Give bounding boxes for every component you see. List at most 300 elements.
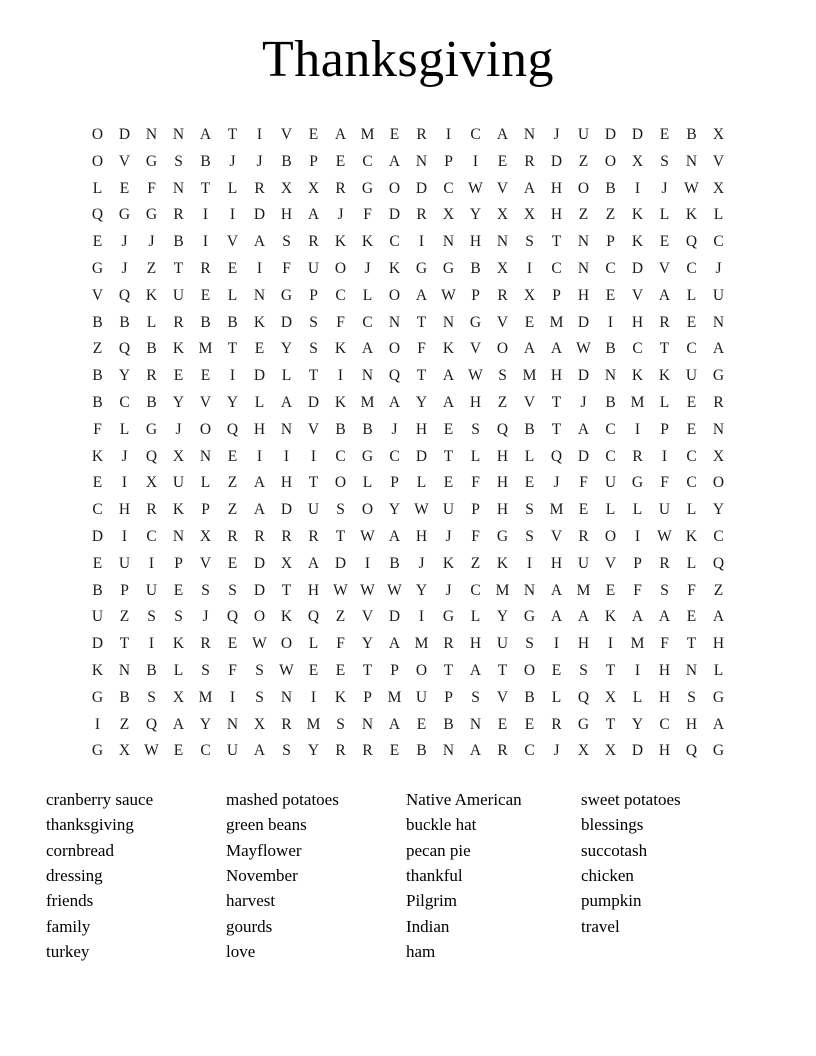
letter-cell[interactable]: Y — [199, 715, 212, 733]
letter-cell[interactable]: H — [658, 661, 671, 679]
letter-cell[interactable]: B — [605, 179, 616, 197]
word-list-item[interactable]: cranberry sauce — [46, 790, 154, 810]
letter-cell[interactable]: I — [661, 447, 668, 465]
letter-cell[interactable]: A — [496, 126, 509, 143]
letter-cell[interactable]: H — [415, 527, 428, 545]
letter-cell[interactable]: R — [551, 715, 562, 733]
letter-cell[interactable]: R — [335, 742, 346, 760]
letter-cell[interactable]: Q — [118, 340, 131, 358]
letter-cell[interactable]: U — [307, 259, 320, 277]
letter-cell[interactable]: X — [253, 715, 266, 733]
letter-cell[interactable]: R — [659, 554, 670, 572]
letter-cell[interactable]: C — [92, 501, 103, 519]
letter-cell[interactable]: K — [172, 501, 185, 519]
letter-cell[interactable]: S — [201, 581, 210, 599]
letter-cell[interactable]: L — [632, 688, 643, 706]
letter-cell[interactable]: C — [146, 527, 157, 545]
letter-cell[interactable]: L — [308, 635, 319, 653]
letter-cell[interactable]: R — [578, 527, 589, 545]
word-list-item[interactable]: harvest — [226, 891, 276, 911]
letter-cell[interactable]: A — [469, 661, 482, 679]
letter-cell[interactable]: R — [497, 742, 508, 760]
word-list-item[interactable]: pumpkin — [581, 891, 642, 911]
letter-cell[interactable]: C — [659, 715, 670, 733]
letter-cell[interactable]: S — [498, 367, 507, 385]
letter-cell[interactable]: I — [607, 313, 614, 331]
letter-cell[interactable]: K — [361, 233, 374, 251]
letter-cell[interactable]: Q — [550, 447, 563, 465]
letter-cell[interactable]: E — [119, 179, 130, 197]
letter-cell[interactable]: J — [364, 259, 371, 277]
letter-cell[interactable]: U — [658, 501, 671, 519]
letter-cell[interactable]: F — [660, 474, 669, 492]
letter-cell[interactable]: J — [553, 126, 560, 143]
letter-cell[interactable]: A — [388, 393, 401, 411]
letter-cell[interactable]: N — [415, 152, 428, 170]
letter-cell[interactable]: K — [658, 367, 671, 385]
letter-cell[interactable]: H — [550, 206, 563, 224]
letter-cell[interactable]: H — [658, 742, 671, 760]
letter-cell[interactable]: E — [605, 581, 616, 599]
letter-cell[interactable]: N — [469, 715, 482, 733]
letter-cell[interactable]: V — [712, 152, 725, 170]
word-list-item[interactable]: friends — [46, 891, 94, 911]
letter-cell[interactable]: S — [687, 688, 696, 706]
letter-cell[interactable]: E — [227, 259, 238, 277]
letter-cell[interactable]: M — [630, 393, 645, 411]
letter-cell[interactable]: J — [553, 742, 560, 760]
letter-cell[interactable]: U — [226, 742, 239, 760]
letter-cell[interactable]: X — [280, 179, 293, 197]
letter-cell[interactable]: U — [577, 554, 590, 572]
letter-cell[interactable]: A — [388, 527, 401, 545]
letter-cell[interactable]: L — [254, 393, 265, 411]
word-list-item[interactable]: chicken — [581, 866, 634, 886]
letter-cell[interactable]: C — [605, 447, 616, 465]
letter-cell[interactable]: A — [712, 340, 725, 358]
letter-cell[interactable]: E — [389, 742, 400, 760]
letter-cell[interactable]: P — [309, 286, 318, 304]
letter-cell[interactable]: G — [469, 313, 482, 331]
letter-cell[interactable]: K — [334, 233, 347, 251]
letter-cell[interactable]: N — [685, 152, 698, 170]
letter-cell[interactable]: Z — [227, 501, 238, 519]
letter-cell[interactable]: L — [659, 393, 670, 411]
letter-cell[interactable]: B — [227, 313, 238, 331]
letter-cell[interactable]: K — [685, 527, 698, 545]
letter-cell[interactable]: N — [523, 581, 536, 599]
letter-cell[interactable]: E — [173, 581, 184, 599]
letter-cell[interactable]: C — [470, 581, 481, 599]
letter-cell[interactable]: M — [198, 340, 213, 358]
letter-cell[interactable]: C — [551, 259, 562, 277]
letter-cell[interactable]: B — [146, 393, 157, 411]
letter-cell[interactable]: X — [172, 688, 185, 706]
letter-cell[interactable]: C — [335, 447, 346, 465]
letter-cell[interactable]: K — [685, 206, 698, 224]
letter-cell[interactable]: H — [307, 581, 320, 599]
letter-cell[interactable]: B — [443, 715, 454, 733]
letter-cell[interactable]: D — [631, 126, 644, 143]
letter-cell[interactable]: H — [496, 447, 509, 465]
letter-cell[interactable]: G — [523, 608, 536, 626]
letter-cell[interactable]: W — [360, 527, 375, 545]
letter-cell[interactable]: C — [686, 259, 697, 277]
letter-cell[interactable]: C — [605, 259, 616, 277]
letter-cell[interactable]: H — [550, 179, 563, 197]
letter-cell[interactable]: W — [684, 179, 699, 197]
letter-cell[interactable]: T — [416, 313, 427, 331]
letter-cell[interactable]: F — [93, 420, 102, 438]
letter-cell[interactable]: K — [334, 688, 347, 706]
letter-cell[interactable]: I — [445, 126, 452, 143]
letter-cell[interactable]: E — [443, 474, 454, 492]
letter-cell[interactable]: P — [552, 286, 561, 304]
letter-cell[interactable]: I — [148, 635, 155, 653]
letter-cell[interactable]: H — [577, 286, 590, 304]
letter-cell[interactable]: A — [199, 126, 212, 143]
letter-cell[interactable]: Y — [388, 501, 401, 519]
letter-cell[interactable]: O — [388, 340, 401, 358]
letter-cell[interactable]: X — [118, 742, 131, 760]
letter-cell[interactable]: R — [416, 206, 427, 224]
letter-cell[interactable]: I — [364, 554, 371, 572]
letter-cell[interactable]: B — [92, 313, 103, 331]
letter-cell[interactable]: W — [252, 635, 267, 653]
letter-cell[interactable]: H — [469, 393, 482, 411]
letter-cell[interactable]: H — [550, 554, 563, 572]
letter-cell[interactable]: C — [470, 126, 481, 143]
letter-cell[interactable]: D — [253, 581, 266, 599]
letter-cell[interactable]: P — [390, 661, 399, 679]
letter-cell[interactable]: X — [604, 688, 617, 706]
letter-cell[interactable]: C — [362, 152, 373, 170]
letter-cell[interactable]: U — [118, 554, 131, 572]
letter-cell[interactable]: W — [441, 286, 456, 304]
letter-cell[interactable]: F — [417, 340, 426, 358]
letter-cell[interactable]: S — [579, 661, 588, 679]
letter-cell[interactable]: J — [148, 233, 155, 251]
letter-cell[interactable]: Y — [415, 393, 428, 411]
letter-cell[interactable]: E — [227, 635, 238, 653]
letter-cell[interactable]: C — [605, 420, 616, 438]
letter-cell[interactable]: D — [388, 206, 401, 224]
letter-cell[interactable]: P — [120, 581, 129, 599]
letter-cell[interactable]: Z — [227, 474, 238, 492]
letter-cell[interactable]: Z — [119, 715, 130, 733]
letter-cell[interactable]: P — [363, 688, 372, 706]
letter-cell[interactable]: E — [308, 126, 319, 143]
letter-cell[interactable]: E — [686, 420, 697, 438]
letter-cell[interactable]: L — [713, 206, 724, 224]
letter-cell[interactable]: A — [658, 286, 671, 304]
letter-cell[interactable]: R — [497, 286, 508, 304]
letter-cell[interactable]: N — [253, 286, 266, 304]
letter-cell[interactable]: G — [712, 367, 725, 385]
letter-cell[interactable]: E — [524, 313, 535, 331]
letter-cell[interactable]: V — [280, 126, 293, 143]
letter-cell[interactable]: C — [119, 393, 130, 411]
letter-cell[interactable]: J — [580, 393, 587, 411]
letter-cell[interactable]: C — [713, 527, 724, 545]
letter-cell[interactable]: N — [172, 527, 185, 545]
letter-cell[interactable]: I — [472, 152, 479, 170]
letter-cell[interactable]: I — [202, 233, 209, 251]
letter-cell[interactable]: Z — [713, 581, 724, 599]
letter-cell[interactable]: B — [200, 313, 211, 331]
letter-cell[interactable]: W — [468, 367, 483, 385]
letter-cell[interactable]: V — [496, 179, 509, 197]
letter-cell[interactable]: W — [657, 527, 672, 545]
letter-cell[interactable]: Z — [119, 608, 130, 626]
letter-cell[interactable]: N — [172, 179, 185, 197]
letter-cell[interactable]: R — [281, 715, 292, 733]
letter-cell[interactable]: J — [256, 152, 263, 170]
letter-cell[interactable]: H — [712, 635, 725, 653]
letter-cell[interactable]: L — [227, 286, 238, 304]
letter-cell[interactable]: R — [281, 527, 292, 545]
letter-cell[interactable]: I — [229, 688, 236, 706]
letter-cell[interactable]: G — [712, 742, 725, 760]
letter-cell[interactable]: I — [526, 259, 533, 277]
letter-cell[interactable]: H — [118, 501, 131, 519]
letter-cell[interactable]: X — [712, 179, 725, 197]
letter-cell[interactable]: K — [91, 661, 104, 679]
letter-cell[interactable]: F — [228, 661, 237, 679]
letter-cell[interactable]: R — [443, 635, 454, 653]
letter-cell[interactable]: J — [121, 233, 128, 251]
letter-cell[interactable]: M — [549, 313, 564, 331]
letter-cell[interactable]: N — [145, 126, 158, 143]
letter-cell[interactable]: F — [633, 581, 642, 599]
letter-cell[interactable]: B — [335, 420, 346, 438]
letter-cell[interactable]: J — [121, 259, 128, 277]
word-list-item[interactable]: cornbread — [46, 840, 114, 860]
letter-cell[interactable]: R — [173, 206, 184, 224]
letter-cell[interactable]: O — [577, 179, 590, 197]
letter-cell[interactable]: T — [551, 233, 562, 251]
letter-cell[interactable]: S — [309, 340, 318, 358]
letter-cell[interactable]: R — [659, 313, 670, 331]
letter-cell[interactable]: B — [119, 313, 130, 331]
letter-cell[interactable]: Z — [578, 206, 589, 224]
letter-cell[interactable]: S — [471, 420, 480, 438]
letter-cell[interactable]: S — [660, 581, 669, 599]
letter-cell[interactable]: C — [200, 742, 211, 760]
letter-cell[interactable]: H — [496, 501, 509, 519]
letter-cell[interactable]: P — [471, 501, 480, 519]
letter-cell[interactable]: N — [442, 313, 455, 331]
letter-cell[interactable]: H — [658, 688, 671, 706]
word-list-item[interactable]: ham — [406, 941, 436, 961]
letter-cell[interactable]: R — [200, 635, 211, 653]
letter-cell[interactable]: G — [361, 447, 374, 465]
letter-cell[interactable]: Q — [226, 420, 239, 438]
letter-cell[interactable]: F — [687, 581, 696, 599]
letter-cell[interactable]: P — [471, 286, 480, 304]
letter-cell[interactable]: K — [442, 340, 455, 358]
letter-cell[interactable]: B — [281, 152, 292, 170]
letter-cell[interactable]: Q — [577, 688, 590, 706]
letter-cell[interactable]: C — [389, 447, 400, 465]
letter-cell[interactable]: C — [632, 340, 643, 358]
letter-cell[interactable]: U — [307, 501, 320, 519]
letter-cell[interactable]: L — [362, 286, 373, 304]
letter-cell[interactable]: E — [443, 420, 454, 438]
word-list-item[interactable]: family — [46, 916, 91, 936]
letter-cell[interactable]: M — [576, 581, 591, 599]
letter-cell[interactable]: Z — [497, 393, 508, 411]
letter-cell[interactable]: S — [660, 152, 669, 170]
letter-cell[interactable]: D — [253, 367, 266, 385]
letter-cell[interactable]: N — [712, 313, 725, 331]
letter-cell[interactable]: S — [282, 742, 291, 760]
letter-cell[interactable]: L — [470, 608, 481, 626]
word-list-item[interactable]: blessings — [581, 815, 644, 835]
letter-cell[interactable]: F — [147, 179, 156, 197]
letter-cell[interactable]: K — [334, 340, 347, 358]
letter-cell[interactable]: P — [201, 501, 210, 519]
letter-cell[interactable]: Q — [712, 554, 725, 572]
letter-cell[interactable]: L — [146, 313, 157, 331]
letter-cell[interactable]: I — [229, 367, 236, 385]
letter-cell[interactable]: V — [496, 313, 509, 331]
letter-cell[interactable]: J — [418, 554, 425, 572]
letter-cell[interactable]: T — [335, 527, 346, 545]
letter-cell[interactable]: N — [199, 447, 212, 465]
letter-cell[interactable]: A — [550, 608, 563, 626]
letter-cell[interactable]: Z — [92, 340, 103, 358]
letter-cell[interactable]: B — [362, 420, 373, 438]
letter-cell[interactable]: N — [604, 367, 617, 385]
letter-cell[interactable]: Y — [469, 206, 482, 224]
letter-cell[interactable]: F — [282, 259, 291, 277]
letter-cell[interactable]: E — [335, 661, 346, 679]
letter-cell[interactable]: H — [469, 635, 482, 653]
letter-cell[interactable]: H — [253, 420, 266, 438]
letter-cell[interactable]: V — [604, 554, 617, 572]
letter-cell[interactable]: Z — [605, 206, 616, 224]
letter-cell[interactable]: K — [631, 367, 644, 385]
letter-cell[interactable]: G — [712, 688, 725, 706]
letter-cell[interactable]: L — [686, 554, 697, 572]
letter-cell[interactable]: S — [201, 661, 210, 679]
letter-cell[interactable]: E — [686, 313, 697, 331]
letter-cell[interactable]: E — [389, 126, 400, 143]
letter-cell[interactable]: D — [550, 152, 563, 170]
letter-cell[interactable]: E — [497, 715, 508, 733]
word-list-item[interactable]: sweet potatoes — [581, 790, 681, 810]
letter-cell[interactable]: K — [253, 313, 266, 331]
letter-cell[interactable]: O — [604, 527, 617, 545]
letter-cell[interactable]: M — [549, 501, 564, 519]
letter-cell[interactable]: S — [336, 715, 345, 733]
letter-cell[interactable]: T — [308, 367, 319, 385]
letter-cell[interactable]: I — [256, 259, 263, 277]
letter-cell[interactable]: X — [523, 206, 536, 224]
letter-cell[interactable]: V — [496, 688, 509, 706]
letter-cell[interactable]: X — [631, 152, 644, 170]
letter-cell[interactable]: O — [91, 152, 104, 170]
letter-cell[interactable]: I — [337, 367, 344, 385]
letter-cell[interactable]: Z — [578, 152, 589, 170]
letter-cell[interactable]: S — [525, 527, 534, 545]
letter-cell[interactable]: Z — [470, 554, 481, 572]
letter-cell[interactable]: T — [443, 661, 454, 679]
letter-cell[interactable]: O — [91, 126, 104, 143]
letter-cell[interactable]: S — [147, 688, 156, 706]
letter-cell[interactable]: T — [551, 393, 562, 411]
letter-cell[interactable]: H — [415, 420, 428, 438]
letter-cell[interactable]: A — [658, 608, 671, 626]
letter-cell[interactable]: R — [308, 527, 319, 545]
letter-cell[interactable]: Q — [145, 715, 158, 733]
letter-cell[interactable]: U — [685, 367, 698, 385]
letter-cell[interactable]: B — [416, 742, 427, 760]
letter-cell[interactable]: B — [92, 393, 103, 411]
word-list-item[interactable]: thanksgiving — [46, 815, 134, 835]
letter-cell[interactable]: J — [445, 527, 452, 545]
letter-cell[interactable]: D — [604, 126, 617, 143]
letter-cell[interactable]: N — [280, 420, 293, 438]
letter-cell[interactable]: R — [362, 742, 373, 760]
letter-cell[interactable]: J — [121, 447, 128, 465]
letter-cell[interactable]: O — [361, 501, 374, 519]
letter-cell[interactable]: Y — [226, 393, 239, 411]
letter-cell[interactable]: N — [496, 233, 509, 251]
letter-cell[interactable]: R — [227, 527, 238, 545]
letter-cell[interactable]: F — [579, 474, 588, 492]
letter-cell[interactable]: T — [497, 661, 508, 679]
letter-cell[interactable]: K — [496, 554, 509, 572]
letter-cell[interactable]: X — [280, 554, 293, 572]
letter-cell[interactable]: L — [686, 286, 697, 304]
letter-cell[interactable]: Y — [496, 608, 509, 626]
letter-cell[interactable]: K — [631, 206, 644, 224]
letter-cell[interactable]: H — [280, 474, 293, 492]
letter-cell[interactable]: A — [523, 179, 536, 197]
letter-cell[interactable]: D — [577, 367, 590, 385]
word-list-item[interactable]: Native American — [406, 790, 522, 810]
letter-cell[interactable]: T — [227, 340, 238, 358]
letter-cell[interactable]: E — [200, 286, 211, 304]
word-list-item[interactable]: dressing — [46, 866, 103, 886]
letter-cell[interactable]: Q — [388, 367, 401, 385]
letter-cell[interactable]: X — [307, 179, 320, 197]
letter-cell[interactable]: H — [280, 206, 293, 224]
letter-cell[interactable]: H — [631, 313, 644, 331]
letter-cell[interactable]: K — [172, 340, 185, 358]
letter-cell[interactable]: A — [253, 474, 266, 492]
letter-cell[interactable]: A — [361, 340, 374, 358]
letter-cell[interactable]: P — [660, 420, 669, 438]
letter-cell[interactable]: N — [685, 661, 698, 679]
letter-cell[interactable]: E — [227, 447, 238, 465]
letter-cell[interactable]: J — [391, 420, 398, 438]
letter-cell[interactable]: W — [279, 661, 294, 679]
letter-cell[interactable]: A — [388, 715, 401, 733]
letter-cell[interactable]: I — [121, 474, 128, 492]
letter-cell[interactable]: D — [334, 554, 347, 572]
letter-cell[interactable]: H — [496, 474, 509, 492]
letter-cell[interactable]: R — [524, 152, 535, 170]
letter-cell[interactable]: R — [173, 313, 184, 331]
letter-cell[interactable]: B — [605, 393, 616, 411]
letter-cell[interactable]: S — [525, 635, 534, 653]
letter-cell[interactable]: A — [631, 608, 644, 626]
word-list-item[interactable]: Pilgrim — [406, 891, 458, 911]
letter-cell[interactable]: Y — [415, 581, 428, 599]
